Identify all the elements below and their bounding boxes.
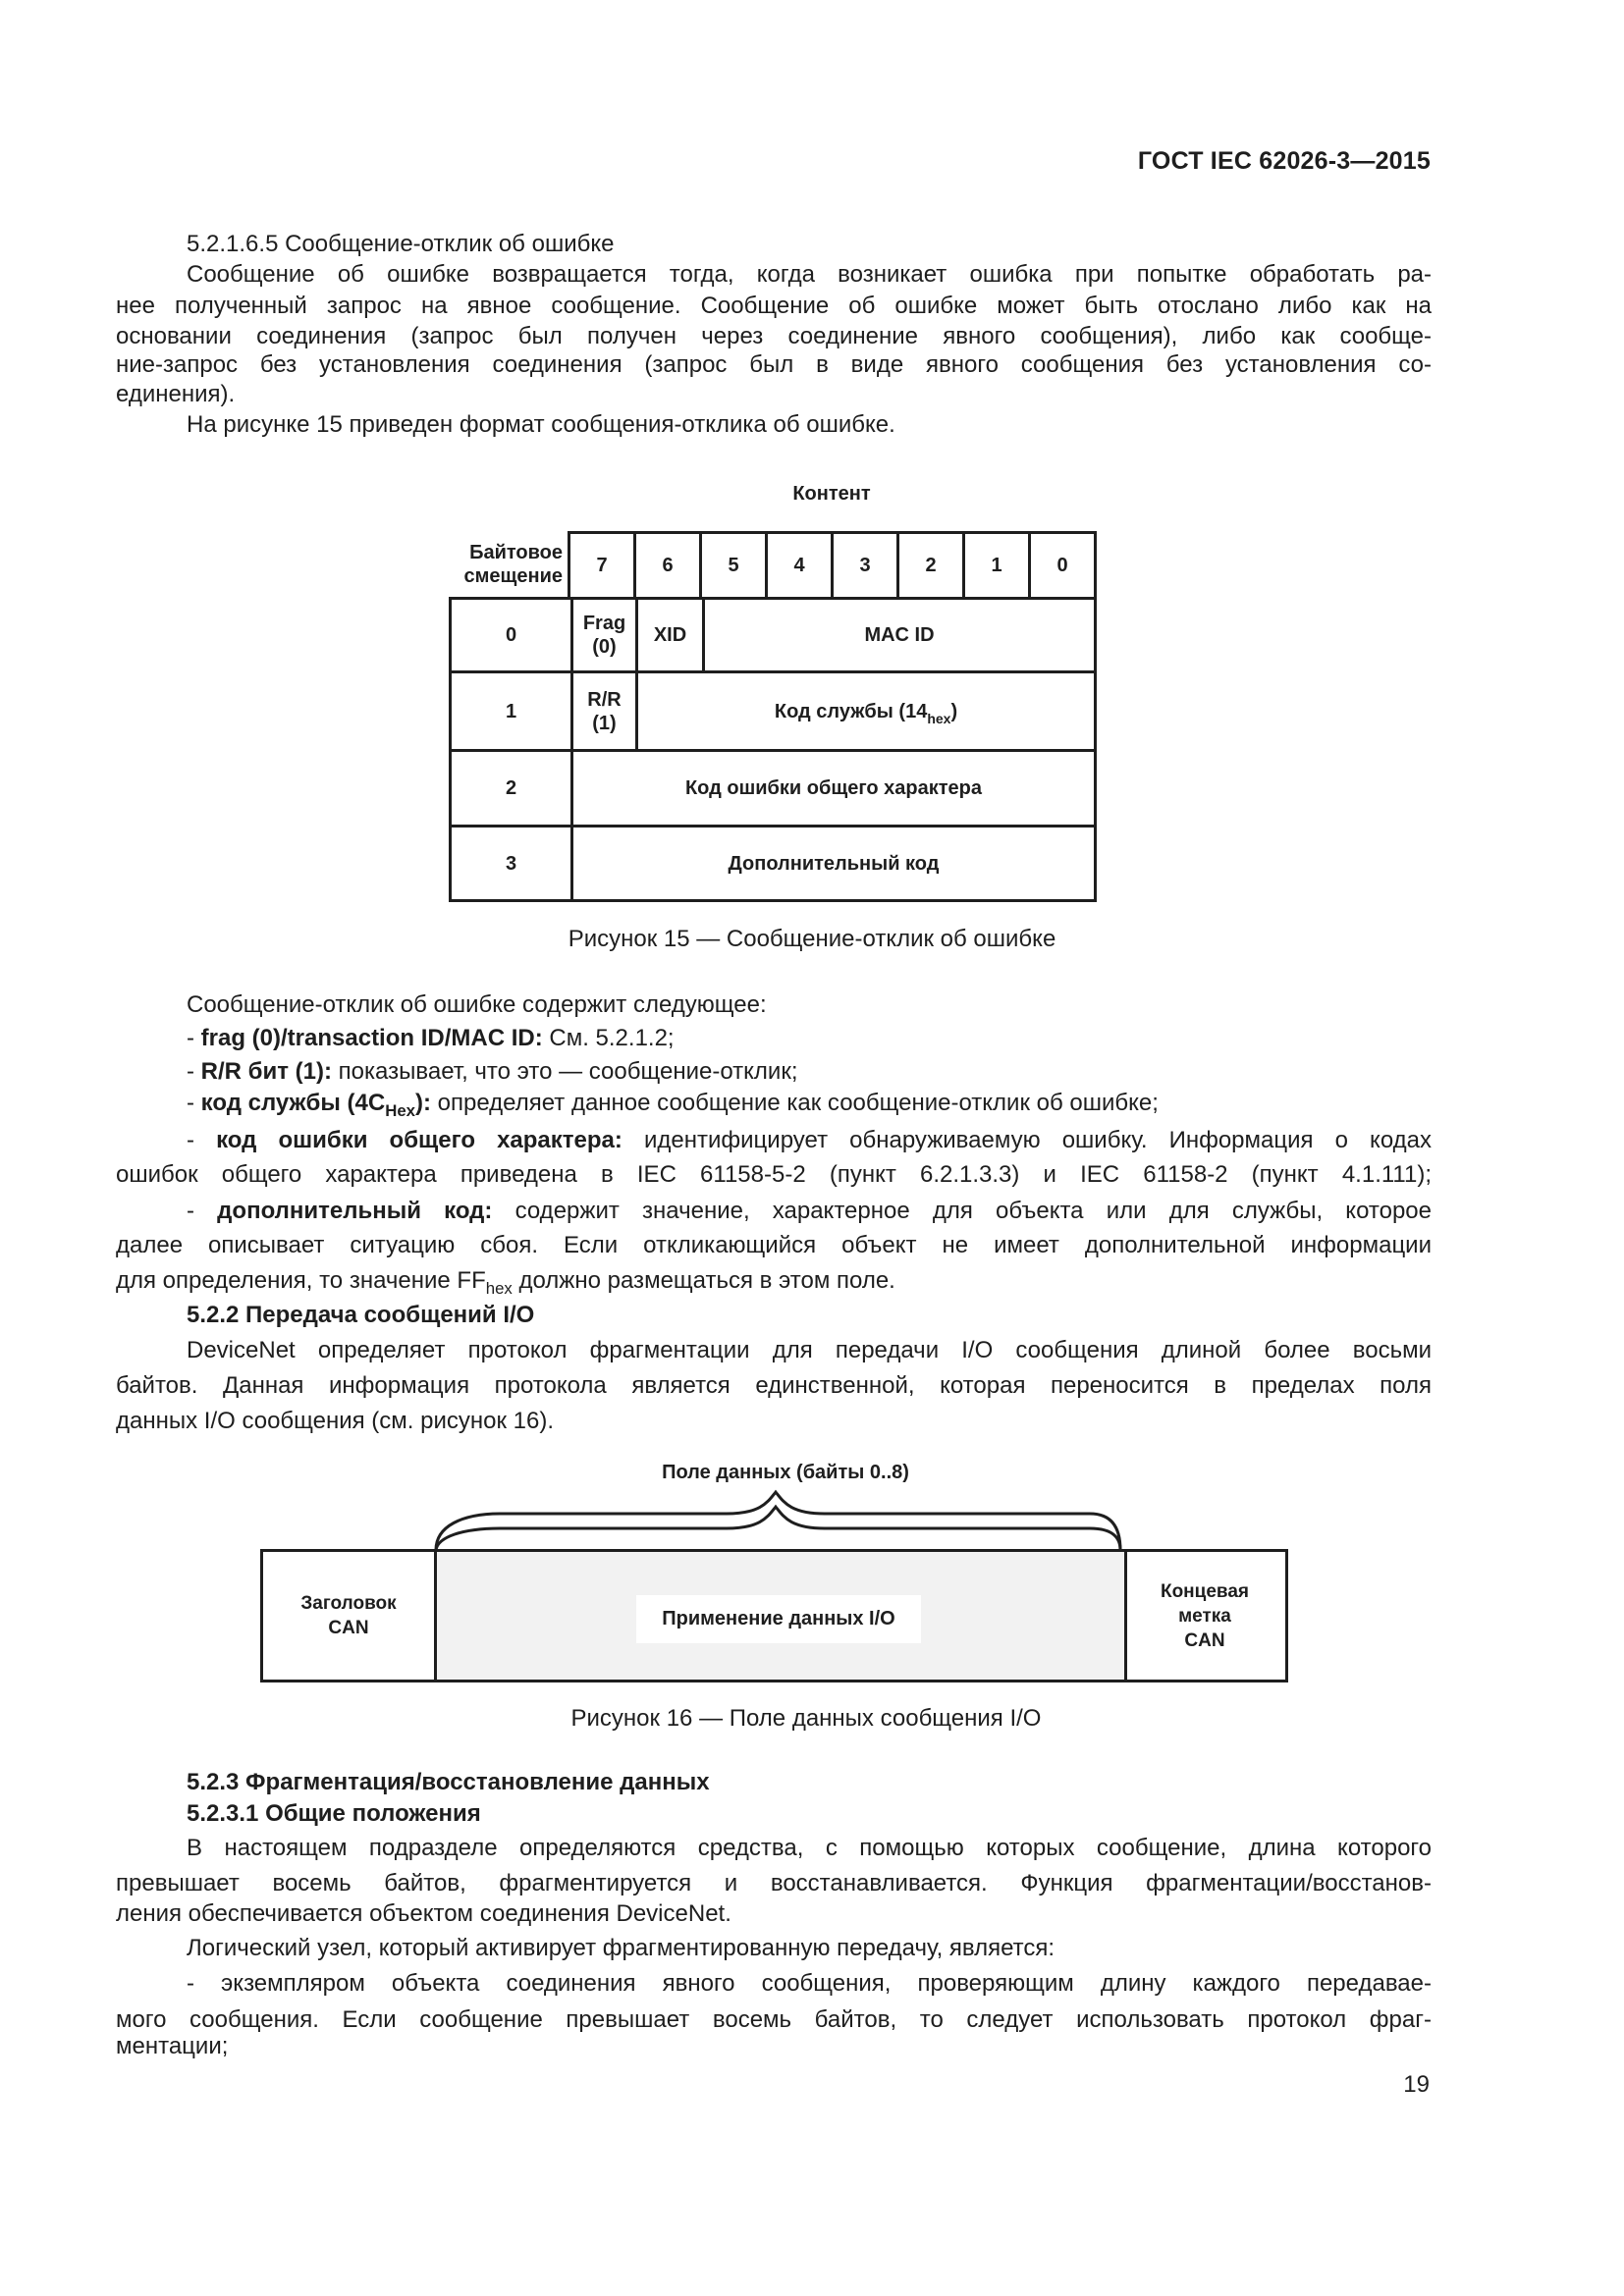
section-heading-5-2-3: 5.2.3 Фрагментация/восстановление данных [187,1769,710,1795]
list-item-general-error: - код ошибки общего характера: идентифицирует обнаруживаемую ошибку. Информация о кодах [187,1127,1432,1153]
curly-brace-icon [422,1482,1139,1556]
can-header-line2: CAN [328,1618,369,1638]
term: дополнительный код: [217,1198,493,1224]
definition: содержит значение, характерное для объекта или для службы, которое [492,1198,1433,1224]
list-item-rr: - R/R бит (1): показывает, что это — сообщение-отклик; [187,1058,798,1085]
paragraph-line: Сообщение об ошибке возвращается тогда, когда возникает ошибка при попытке обработать ра- [187,261,1432,288]
io-data-label: Применение данных I/O [662,1608,895,1629]
paragraph-line: ментации; [116,2033,229,2059]
subscript: hex [485,1279,513,1298]
row1-service-code [635,670,1097,752]
paragraph-line: В настоящем подразделе определяются средства, с помощью которых сообщение, длина которого [187,1835,1432,1861]
can-header-line1: Заголовок [300,1593,397,1614]
row0-frag [570,597,638,673]
section-heading-5-2-3-1: 5.2.3.1 Общие положения [187,1800,481,1827]
term: frag (0)/transaction ID/MAC ID: [200,1025,543,1051]
section-heading-5-2-1-6-5: 5.2.1.6.5 Сообщение-отклик об ошибке [187,231,615,257]
paragraph-line: данных I/O сообщения (см. рисунок 16). [116,1408,555,1434]
list-item-frag: - frag (0)/transaction ID/MAC ID: См. 5.2.1.2; [187,1025,675,1051]
bit-header-2: 2 [896,531,965,600]
paragraph-line: мого сообщения. Если сообщение превышает восемь байтов, то следует использовать протокол фраг- [116,2006,1432,2033]
paragraph-line: нее полученный запрос на явное сообщение. Сообщение об ошибке может быть отослано либо как на [116,293,1432,319]
row2-offset: 2 [449,749,573,828]
definition: См. 5.2.1.2; [542,1025,675,1051]
row0-xid: XID [635,597,705,673]
text: должно размещаться в этом поле. [512,1267,895,1294]
paragraph-line: ошибок общего характера приведена в IEC 61158-5-2 (пункт 6.2.1.3.3) и IEC 61158-2 (пункт 4.1.111); [116,1161,1432,1188]
bit-header-0: 0 [1028,531,1097,600]
definition: определяет данное сообщение как сообщение-отклик об ошибке; [431,1090,1159,1116]
service-code-close: ) [950,700,958,722]
frag-value: (0) [592,636,617,658]
term-code: (4C [340,1090,386,1116]
row1-rr [570,670,638,752]
term-subscript: Hex [385,1101,416,1120]
term: код службы [200,1090,341,1116]
can-header-label [263,1552,434,1680]
bit-header-1: 1 [962,531,1031,600]
paragraph-line: единения). [116,381,236,407]
term-close: ): [415,1090,431,1116]
paragraph-line: Логический узел, который активирует фрагментированную передачу, является: [187,1935,1056,1961]
list-item-additional-code: - дополнительный код: содержит значение, характерное для объекта или для службы, которое [187,1198,1433,1224]
bit-header-7: 7 [568,531,636,600]
can-trailer-line2: метка [1178,1605,1231,1627]
figure16-brace-label: Поле данных (байты 0..8) [662,1462,909,1483]
offset-label-line2: смещение [463,564,563,587]
term: R/R бит (1): [200,1058,332,1085]
bit-header-6: 6 [633,531,702,600]
row3-additional-code: Дополнительный код [570,825,1097,902]
row3-offset: 3 [449,825,573,902]
paragraph-line: превышает восемь байтов, фрагментируется и восстанавливается. Функция фрагментации/восстанов- [116,1870,1432,1896]
paragraph-line: DeviceNet определяет протокол фрагментации для передачи I/O сообщения длиной более восьми [187,1337,1432,1363]
section-heading-5-2-2: 5.2.2 Передача сообщений I/O [187,1302,535,1328]
can-trailer-label [1124,1552,1285,1680]
offset-header [449,531,570,597]
row0-offset: 0 [449,597,573,673]
row2-general-error-code: Код ошибки общего характера [570,749,1097,828]
list-item: - экземпляром объекта соединения явного сообщения, проверяющим длину каждого передавае- [187,1970,1432,1997]
term: код ошибки общего характера: [216,1127,623,1153]
can-trailer-line3: CAN [1184,1629,1225,1651]
paragraph-line: ления обеспечивается объектом соединения DeviceNet. [116,1900,731,1927]
paragraph-line [116,1264,1432,1298]
frag-label: Frag [582,613,626,634]
offset-label-line1: Байтовое [469,541,563,563]
can-trailer-line1: Концевая [1160,1580,1249,1602]
rr-value: (1) [592,712,617,734]
figure16-caption: Рисунок 16 — Поле данных сообщения I/O [570,1705,1042,1732]
document-header-id: ГОСТ IEC 62026-3—2015 [1137,147,1431,175]
figure15-caption: Рисунок 15 — Сообщение-отклик об ошибке [568,926,1056,952]
bit-header-3: 3 [831,531,899,600]
row1-offset: 1 [449,670,573,752]
row0-mac-id: MAC ID [702,597,1097,673]
bit-header-5: 5 [699,531,768,600]
paragraph-figure-ref: На рисунке 15 приведен формат сообщения-отклика об ошибке. [187,411,895,438]
list-item-service-code: - код службы $(4C_{Hex})$: определяет данное сообщение как сообщение-отклик об ошибке; [187,1090,1159,1120]
paragraph-line: ние-запрос без установления соединения (запрос был в виде явного сообщения без установления со- [116,351,1432,378]
bit-header-4: 4 [765,531,834,600]
figure15-table [449,531,1097,901]
rr-label: R/R [587,688,622,711]
text: для определения, то значение FF [116,1267,486,1294]
service-code-text: Код службы (14 [774,700,928,722]
definition: показывает, что это — сообщение-отклик; [332,1058,798,1085]
service-code-subscript: hex [927,710,951,726]
figure15-content-label: Контент [792,483,871,505]
page-number: 19 [1403,2071,1430,2098]
paragraph-line: основании соединения (запрос был получен через соединение явного сообщения), либо как сообще- [116,323,1432,349]
paragraph-line: байтов. Данная информация протокола является единственной, которая переносится в пределах поля [116,1372,1432,1399]
list-intro: Сообщение-отклик об ошибке содержит следующее: [187,991,767,1018]
definition: идентифицирует обнаруживаемую ошибку. Информация о кодах [622,1127,1432,1153]
paragraph-line: далее описывает ситуацию сбоя. Если откликающийся объект не имеет дополнительной информации [116,1232,1432,1258]
